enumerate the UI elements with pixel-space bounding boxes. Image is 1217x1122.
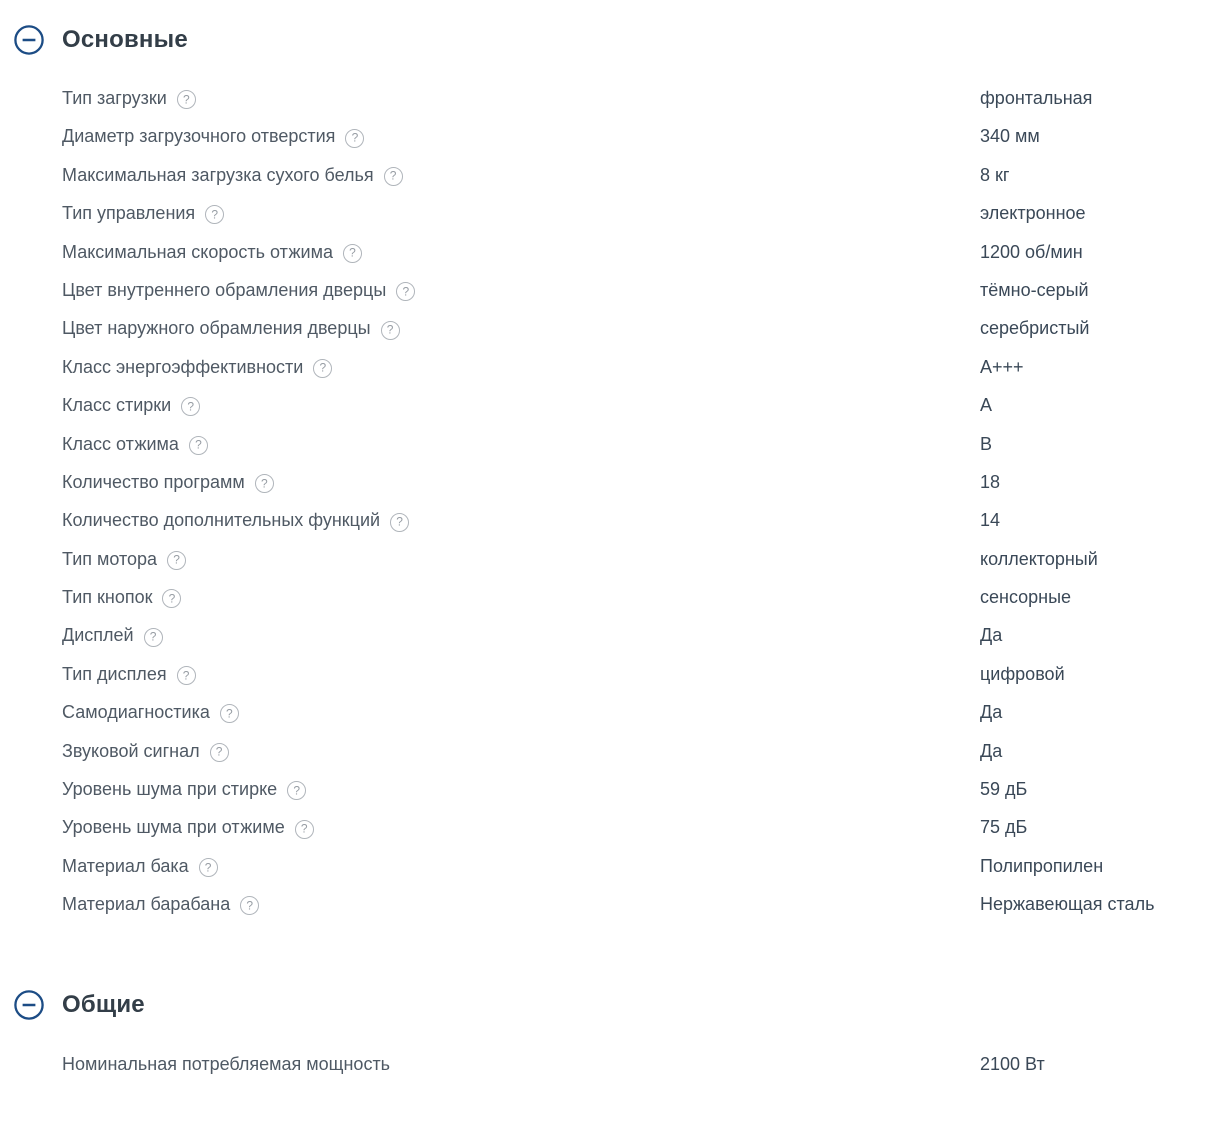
- help-icon[interactable]: [144, 628, 163, 647]
- spec-value: 340 мм: [980, 126, 1040, 147]
- section-title: Основные: [62, 26, 188, 53]
- help-icon-glyph: ?: [246, 898, 254, 913]
- help-icon-glyph: ?: [149, 629, 157, 644]
- spec-label: Материал бака: [62, 855, 189, 876]
- help-icon[interactable]: [167, 551, 186, 570]
- help-icon-glyph: ?: [182, 668, 190, 683]
- help-icon-glyph: ?: [211, 207, 219, 222]
- spec-row-left: [62, 425, 980, 463]
- spec-row-left: [62, 501, 980, 539]
- spec-value: 14: [980, 510, 1001, 531]
- spec-label: Максимальная загрузка сухого белья: [62, 164, 374, 185]
- spec-row: [0, 693, 1192, 731]
- spec-value: Да: [980, 740, 1003, 761]
- help-icon[interactable]: [162, 589, 181, 608]
- help-icon[interactable]: [177, 90, 196, 109]
- spec-row: [0, 194, 1192, 232]
- spec-rows: [0, 79, 1192, 924]
- spec-row-left: [62, 271, 980, 309]
- help-icon[interactable]: [189, 436, 208, 455]
- collapse-toggle-button[interactable]: [14, 25, 44, 55]
- spec-row-left: [62, 156, 980, 194]
- help-icon-glyph: ?: [260, 476, 268, 491]
- spec-value: 1200 об/мин: [980, 241, 1083, 262]
- help-icon-glyph: ?: [215, 744, 223, 759]
- help-icon[interactable]: [210, 743, 229, 762]
- spec-label: Тип кнопок: [62, 587, 153, 608]
- spec-row: [0, 79, 1192, 117]
- help-icon[interactable]: [177, 666, 196, 685]
- help-icon-glyph: ?: [351, 130, 359, 145]
- help-icon[interactable]: [205, 205, 224, 224]
- spec-row: [0, 540, 1192, 578]
- help-icon-glyph: ?: [402, 284, 410, 299]
- help-icon-glyph: ?: [300, 821, 308, 836]
- section-general-specs: [0, 990, 1192, 1083]
- help-icon-glyph: ?: [195, 437, 202, 452]
- spec-row-left: [62, 79, 980, 117]
- spec-value: B: [980, 433, 993, 454]
- spec-label: Цвет внутреннего обрамления дверцы: [62, 279, 387, 300]
- spec-value: 18: [980, 471, 1001, 492]
- help-icon[interactable]: [396, 282, 415, 301]
- help-icon-glyph: ?: [187, 399, 195, 414]
- spec-row-left: [62, 808, 980, 846]
- section-title: Общие: [62, 990, 145, 1018]
- spec-row-left: [62, 194, 980, 232]
- help-icon-glyph: ?: [349, 245, 356, 260]
- spec-row: [0, 885, 1192, 923]
- spec-value: электронное: [980, 203, 1086, 224]
- spec-row-left: [62, 847, 980, 885]
- spec-value: 8 кг: [980, 164, 1010, 185]
- spec-row-left: [62, 463, 980, 501]
- spec-row: [0, 1045, 1192, 1083]
- spec-label: Класс энергоэффективности: [62, 356, 304, 377]
- spec-row: [0, 309, 1192, 347]
- spec-label: Количество программ: [62, 471, 245, 492]
- spec-value: серебристый: [980, 318, 1090, 339]
- spec-label: Тип дисплея: [62, 663, 167, 684]
- spec-value: коллекторный: [980, 548, 1098, 569]
- spec-value: Да: [980, 702, 1003, 723]
- spec-value: 75 дБ: [980, 817, 1028, 838]
- help-icon[interactable]: [384, 167, 403, 186]
- spec-row-left: [62, 386, 980, 424]
- spec-row: [0, 156, 1192, 194]
- help-icon[interactable]: [390, 513, 409, 532]
- spec-label: Звуковой сигнал: [62, 740, 200, 761]
- spec-row-left: [62, 1045, 980, 1083]
- spec-value: цифровой: [980, 663, 1065, 684]
- spec-row: [0, 348, 1192, 386]
- help-icon[interactable]: [255, 474, 274, 493]
- spec-value: A+++: [980, 356, 1024, 377]
- spec-row-left: [62, 655, 980, 693]
- spec-label: Самодиагностика: [62, 702, 210, 723]
- spec-row-left: [62, 885, 980, 923]
- spec-row-left: [62, 770, 980, 808]
- spec-row-left: [62, 578, 980, 616]
- spec-label: Тип мотора: [62, 548, 158, 569]
- help-icon[interactable]: [381, 321, 400, 340]
- help-icon[interactable]: [199, 858, 218, 877]
- spec-row-left: [62, 540, 980, 578]
- spec-value: Да: [980, 625, 1003, 646]
- spec-row: [0, 233, 1192, 271]
- spec-row: [0, 847, 1192, 885]
- spec-label: Уровень шума при стирке: [62, 779, 278, 800]
- spec-row: [0, 732, 1192, 770]
- help-icon[interactable]: [343, 244, 362, 263]
- spec-value: тёмно-серый: [980, 279, 1089, 300]
- minus-circle-icon: [14, 990, 44, 1020]
- spec-row: [0, 655, 1192, 693]
- spec-value: Полипропилен: [980, 855, 1104, 876]
- spec-value: фронтальная: [980, 88, 1093, 108]
- help-icon[interactable]: [287, 781, 306, 800]
- spec-row: [0, 117, 1192, 155]
- spec-row-left: [62, 348, 980, 386]
- spec-value: A: [980, 395, 993, 416]
- spec-row: [0, 501, 1192, 539]
- help-icon[interactable]: [181, 397, 200, 416]
- collapse-toggle-button[interactable]: [14, 990, 44, 1020]
- spec-label: Максимальная скорость отжима: [62, 241, 333, 262]
- spec-value: сенсорные: [980, 587, 1072, 608]
- help-icon-glyph: ?: [386, 322, 394, 337]
- spec-row: [0, 425, 1192, 463]
- spec-row-left: [62, 616, 980, 654]
- help-icon[interactable]: [240, 896, 259, 915]
- help-icon[interactable]: [345, 129, 364, 148]
- spec-label: Диаметр загрузочного отверстия: [62, 126, 336, 147]
- help-icon-glyph: ?: [293, 783, 301, 798]
- spec-row: [0, 463, 1192, 501]
- spec-rows: [0, 1045, 1192, 1083]
- section-header: [14, 990, 1192, 1020]
- spec-label: Номинальная потребляемая мощность: [62, 1053, 391, 1074]
- spec-row: [0, 271, 1192, 309]
- spec-label: Цвет наружного обрамления дверцы: [62, 318, 371, 339]
- help-icon[interactable]: [313, 359, 332, 378]
- spec-label: Уровень шума при отжиме: [62, 817, 285, 838]
- help-icon[interactable]: [220, 704, 239, 723]
- help-icon-glyph: ?: [204, 860, 212, 875]
- spec-row-left: [62, 233, 980, 271]
- spec-label: Класс отжима: [62, 433, 179, 454]
- section-header: [14, 25, 1192, 55]
- help-icon[interactable]: [295, 820, 314, 839]
- minus-circle-icon: [14, 25, 44, 55]
- spec-row: [0, 770, 1192, 808]
- spec-label: Количество дополнительных функций: [62, 510, 381, 531]
- spec-row-left: [62, 309, 980, 347]
- spec-row-left: [62, 693, 980, 731]
- spec-value: 59 дБ: [980, 779, 1028, 800]
- spec-row: [0, 578, 1192, 616]
- spec-label: Тип загрузки: [62, 88, 167, 108]
- section-main-specs: [0, 25, 1192, 924]
- help-icon-glyph: ?: [168, 591, 176, 606]
- spec-label: Тип управления: [62, 203, 196, 224]
- help-icon-glyph: ?: [173, 552, 180, 567]
- help-icon-glyph: ?: [182, 92, 190, 107]
- spec-row: [0, 386, 1192, 424]
- spec-row-left: [62, 117, 980, 155]
- help-icon-glyph: ?: [396, 514, 403, 529]
- spec-row: [0, 808, 1192, 846]
- spec-row: [0, 616, 1192, 654]
- spec-label: Класс стирки: [62, 395, 172, 416]
- help-icon-glyph: ?: [389, 168, 397, 183]
- spec-value: Нержавеющая сталь: [980, 894, 1155, 915]
- spec-label: Материал барабана: [62, 894, 231, 915]
- help-icon-glyph: ?: [319, 360, 327, 375]
- spec-value: 2100 Вт: [980, 1053, 1045, 1074]
- help-icon-glyph: ?: [226, 706, 233, 721]
- spec-label: Дисплей: [62, 625, 134, 646]
- spec-row-left: [62, 732, 980, 770]
